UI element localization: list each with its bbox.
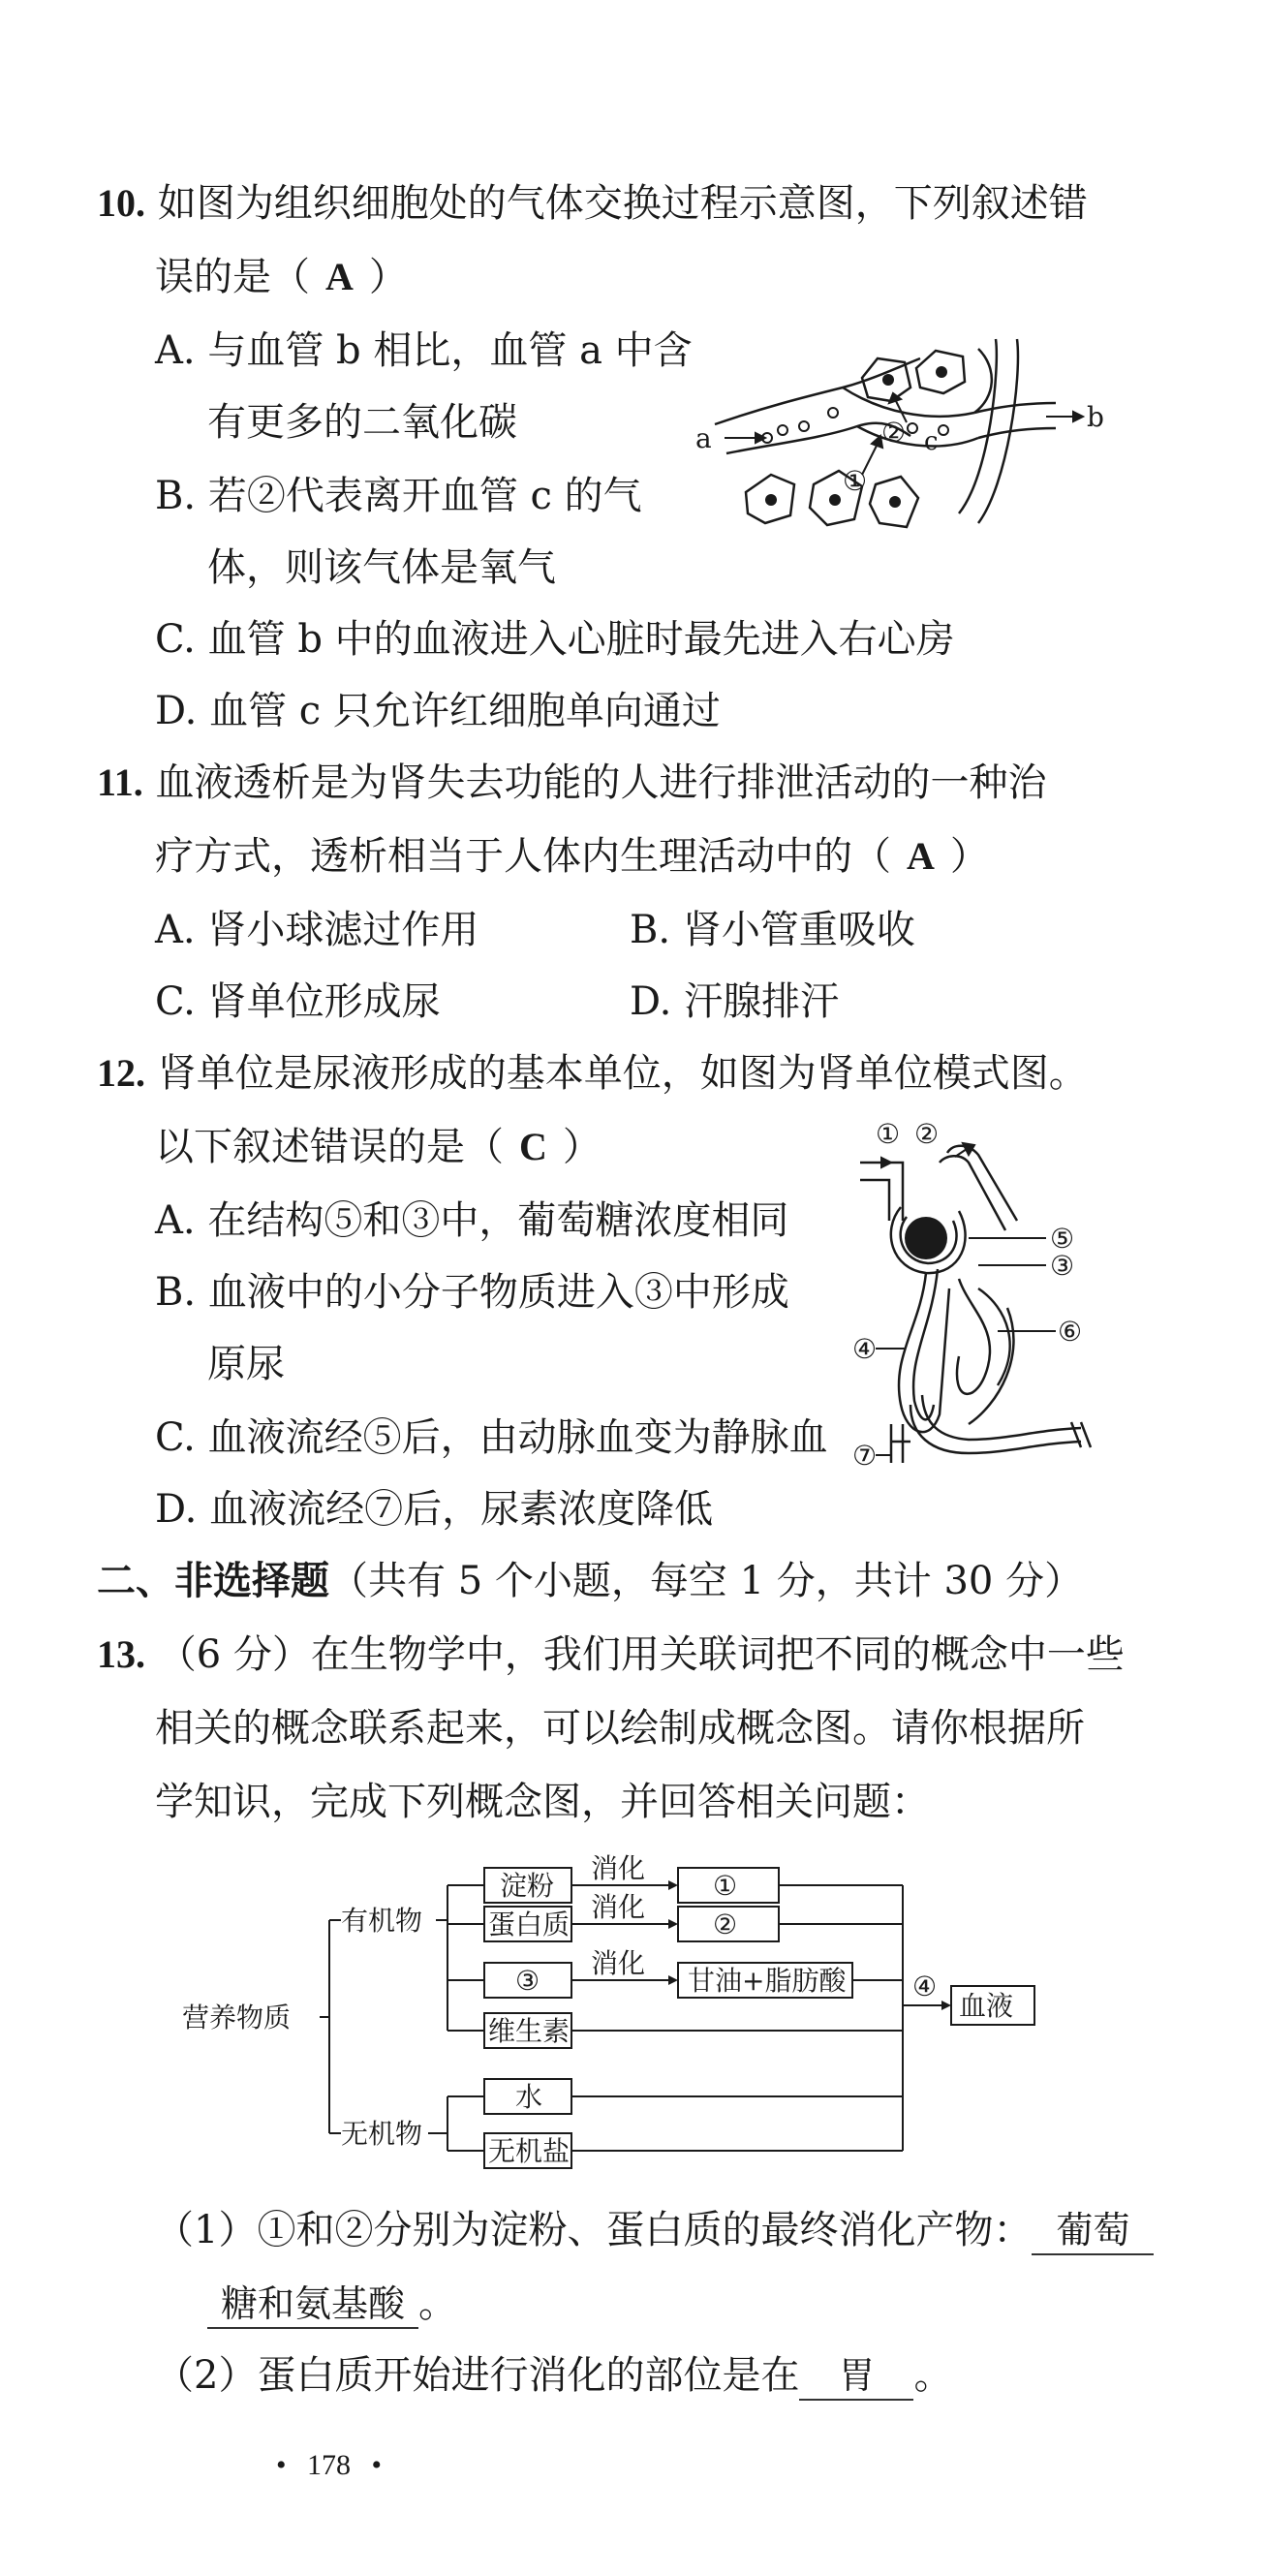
q10-option-a-line1: A. 与血管 b 相比，血管 a 中含 [155, 328, 693, 373]
map-vitamin: 维生素 [488, 2015, 571, 2047]
q10-number: 10. [97, 181, 145, 225]
q13-stem-line1 [97, 1631, 1125, 1678]
vessel-c-label: c [924, 427, 939, 456]
nephron-label-7: ⑦ [852, 1440, 878, 1472]
gas-label-2: ② [881, 417, 907, 449]
q13-stem-text1: （6 分）在生物学中，我们用关联词把不同的概念中一些 [157, 1632, 1125, 1677]
q12-stem-line1 [97, 1050, 1088, 1097]
q11-stem-line2 [155, 833, 989, 880]
q11-number: 11. [97, 760, 143, 804]
page-number-value: 178 [307, 2449, 352, 2481]
q10-stem-text1: 如图为组织细胞处的气体交换过程示意图，下列叙述错 [157, 181, 1088, 226]
section2-title: 二、非选择题 [97, 1558, 329, 1603]
q13-part1-answer-a: 葡萄 [1032, 2207, 1154, 2255]
map-blank-4: ④ [912, 1971, 938, 2002]
q12-option-b-line1: B. 血液中的小分子物质进入③中形成 [155, 1270, 789, 1315]
page-number [276, 2449, 382, 2482]
section2-note: （共有 5 个小题，每空 1 分，共计 30 分） [329, 1559, 1084, 1603]
q13-part2-answer: 胃 [799, 2352, 913, 2401]
q12-stem-close: ） [562, 1125, 602, 1169]
q10-option-b-line2: 体，则该气体是氧气 [207, 545, 556, 590]
gas-exchange-diagram [688, 329, 1104, 562]
q12-option-d: D. 血液流经⑦后，尿素浓度降低 [155, 1487, 714, 1532]
map-blank-1: ① [713, 1870, 738, 1902]
page-number-dot-left: • [276, 2449, 287, 2481]
nephron-label-1: ① [876, 1118, 901, 1150]
page-number-dot-right: • [371, 2449, 383, 2481]
map-root: 营养物质 [182, 2002, 292, 2033]
map-blood: 血液 [959, 1990, 1014, 2022]
q12-option-b-line2: 原尿 [207, 1342, 285, 1386]
q11-option-a: A. 肾小球滤过作用 [155, 908, 479, 952]
q11-answer: A [907, 834, 935, 878]
q11-stem-close: ） [949, 834, 989, 879]
map-digest-1: 消化 [591, 1852, 646, 1884]
q12-stem-text1: 肾单位是尿液形成的基本单位，如图为肾单位模式图。 [157, 1051, 1088, 1096]
nutrient-concept-map [174, 1841, 1095, 2189]
map-glycerol: 甘油+脂肪酸 [688, 1965, 847, 1997]
nephron-label-4: ④ [852, 1333, 878, 1365]
q10-option-a-line2: 有更多的二氧化碳 [207, 400, 517, 445]
q13-number: 13. [97, 1632, 145, 1676]
q12-number: 12. [97, 1051, 145, 1095]
gas-label-1: ① [843, 465, 868, 497]
map-inorganic: 无机物 [341, 2118, 423, 2150]
q10-answer: A [325, 255, 354, 298]
q12-option-a: A. 在结构⑤和③中，葡萄糖浓度相同 [155, 1198, 789, 1243]
q13-stem-line2: 相关的概念联系起来，可以绘制成概念图。请你根据所 [155, 1706, 1085, 1751]
nephron-label-6: ⑥ [1058, 1316, 1083, 1348]
map-blank-2: ② [713, 1909, 738, 1940]
q10-stem-line2 [155, 254, 408, 300]
map-blank-3: ③ [515, 1965, 540, 1997]
q10-stem-text2: 误的是（ [155, 255, 310, 299]
q12-option-c: C. 血液流经⑤后，由动脉血变为静脉血 [155, 1415, 828, 1460]
map-protein: 蛋白质 [488, 1909, 571, 1940]
q13-part2-text: （2）蛋白质开始进行消化的部位是在 [155, 2353, 800, 2398]
nephron-label-3: ③ [1050, 1250, 1075, 1282]
q13-part2-end: 。 [913, 2353, 953, 2398]
q11-stem-line1 [97, 760, 1047, 806]
q12-answer: C [519, 1125, 547, 1168]
q13-part2-line [155, 2352, 952, 2401]
q11-option-b: B. 肾小管重吸收 [630, 908, 915, 952]
map-starch: 淀粉 [500, 1870, 555, 1902]
section2-heading [97, 1558, 1083, 1604]
map-digest-2: 消化 [591, 1891, 646, 1923]
map-digest-3: 消化 [591, 1947, 646, 1979]
q11-stem-text1: 血液透析是为肾失去功能的人进行排泄活动的一种治 [155, 760, 1047, 805]
q13-part1-line2 [207, 2281, 457, 2329]
glomerulus [905, 1217, 947, 1259]
vessel-a-label: a [695, 422, 712, 454]
q11-stem-text2: 疗方式，透析相当于人体内生理活动中的（ [155, 834, 891, 879]
nephron-label-2: ② [914, 1118, 940, 1150]
q13-stem-line3: 学知识，完成下列概念图，并回答相关问题： [155, 1780, 930, 1824]
vessel-b-label: b [1087, 401, 1104, 433]
nephron-diagram [852, 1114, 1104, 1492]
map-water: 水 [515, 2081, 543, 2113]
map-organic: 有机物 [341, 1905, 423, 1937]
q13-part1-text: （1）①和②分别为淀粉、蛋白质的最终消化产物： [155, 2208, 1033, 2252]
q12-stem-line2 [155, 1124, 602, 1170]
q11-option-c: C. 肾单位形成尿 [155, 979, 441, 1024]
q13-part1-line1 [155, 2207, 1154, 2255]
q13-part1-answer-b: 糖和氨基酸 [207, 2281, 418, 2329]
map-salt: 无机盐 [488, 2135, 571, 2167]
q10-option-c: C. 血管 b 中的血液进入心脏时最先进入右心房 [155, 617, 955, 662]
q10-option-b-line1: B. 若②代表离开血管 c 的气 [155, 474, 642, 518]
q10-stem-close: ） [368, 255, 408, 299]
q11-option-d: D. 汗腺排汗 [630, 979, 840, 1024]
q10-option-d: D. 血管 c 只允许红细胞单向通过 [155, 689, 721, 733]
q10-stem-line1 [97, 180, 1088, 227]
q13-part1-end: 。 [418, 2281, 457, 2326]
nephron-label-5: ⑤ [1050, 1223, 1075, 1255]
q12-stem-text2: 以下叙述错误的是（ [155, 1125, 504, 1169]
